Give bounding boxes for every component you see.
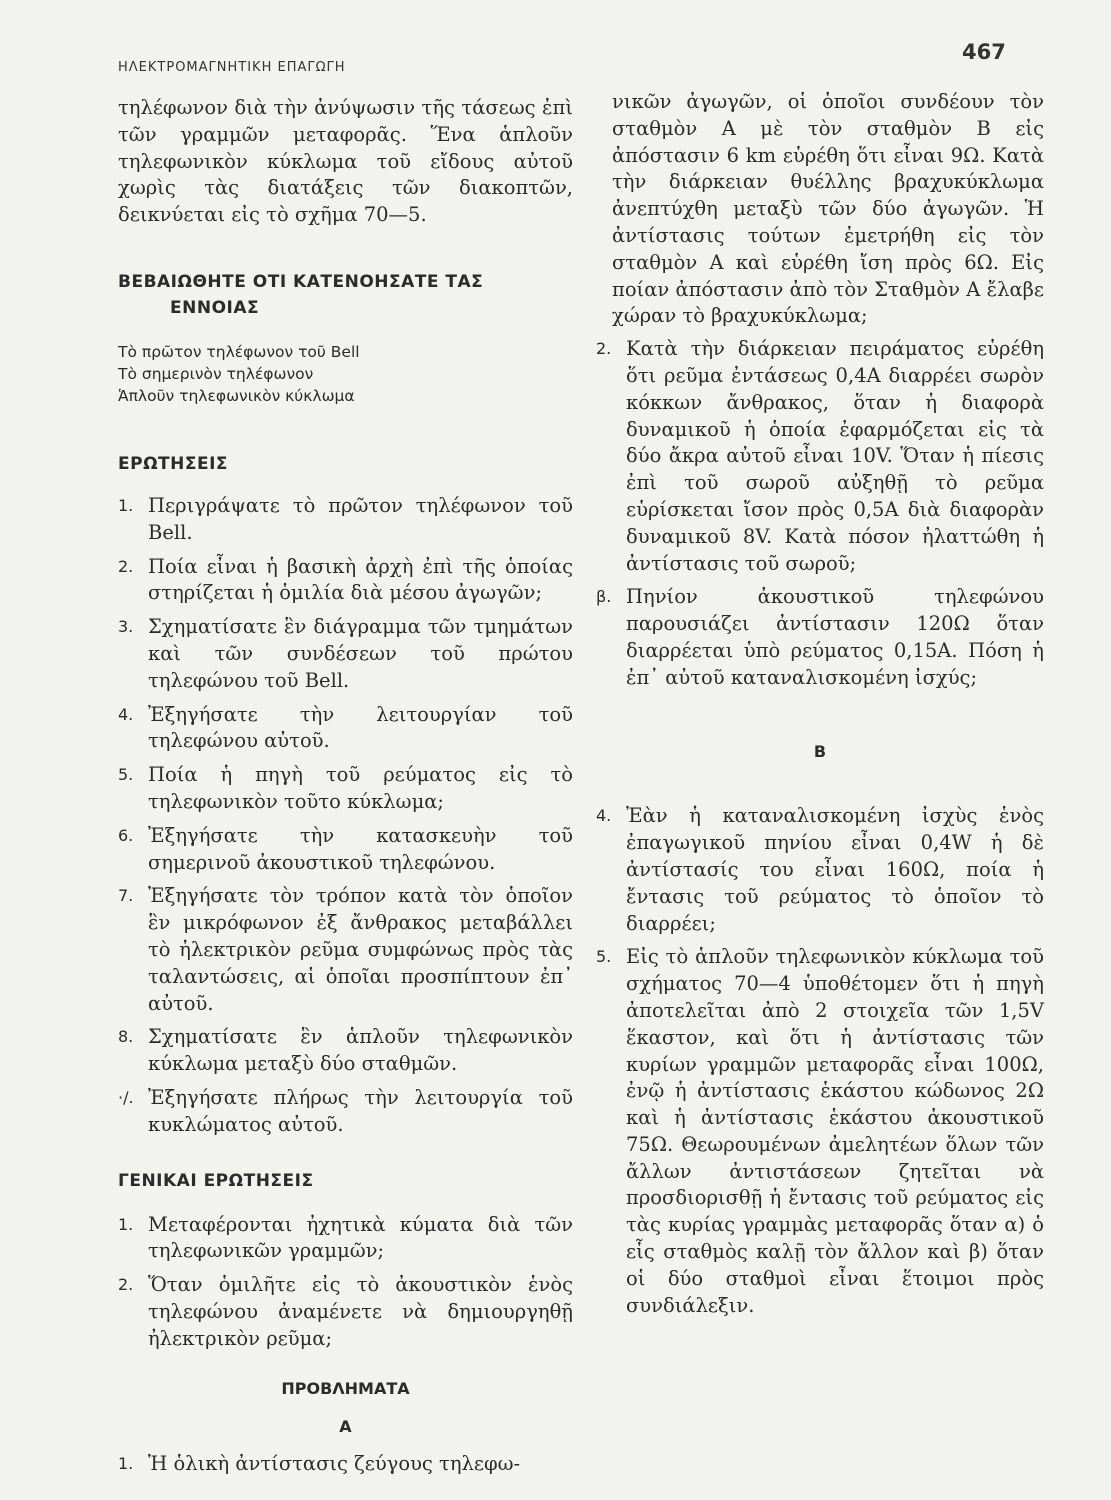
item-text: Μεταφέρονται ἠχητικὰ κύματα διὰ τῶν τηλεφωνικῶν γραμμῶν;	[148, 1212, 573, 1263]
problem-1-start	[118, 1451, 573, 1478]
concept-item: Ἁπλοῦν τηλεφωνικὸν κύκλωμα	[118, 386, 355, 405]
item-number: 2.	[596, 339, 612, 359]
item-number: 6.	[118, 825, 134, 845]
item-number: 1.	[118, 1214, 134, 1234]
general-questions-list	[118, 1212, 573, 1353]
questions-list	[118, 493, 573, 1139]
item-number: β.	[596, 587, 612, 607]
page-number: 467	[962, 40, 1006, 64]
item-text: Ὅταν ὁμιλῆτε εἰς τὸ ἀκουστικὸν ἑνὸς τηλεφώνου ἀναμένετε νὰ δημιουργηθῇ ἠλεκτρικὸν ρεῦμα;	[148, 1273, 573, 1350]
question-item	[118, 554, 573, 608]
problem-item	[596, 584, 1044, 691]
item-text: Ποία ἡ πηγὴ τοῦ ρεύματος εἰς τὸ τηλεφωνικὸν τοῦτο κύκλωμα;	[148, 763, 573, 813]
item-number: 7.	[118, 886, 134, 906]
item-number: 4.	[596, 806, 612, 826]
item-text: Ἐὰν ἡ καταναλισκομένη ἰσχὺς ἑνὸς ἐπαγωγικοῦ πηνίου εἶναι 0,4W ἡ δὲ ἀντίστασίς του εἶναι 160Ω, ποία ἡ ἔντασις τοῦ ρεύματος τὸ ὁποῖον τὸ διαρρέει;	[626, 804, 1044, 935]
problem-item	[596, 803, 1044, 937]
general-question-item	[118, 1272, 573, 1352]
item-number: 2.	[118, 556, 134, 576]
intro-paragraph: τηλέφωνον διὰ τὴν ἀνύψωσιν τῆς τάσεως ἐπὶ τῶν γραμμῶν μεταφορᾶς. Ἕνα ἁπλοῦν τηλεφωνικὸν κύκλωμα τοῦ εἴδους αὐτοῦ χωρὶς τὰς διατάξεις τῶν διακοπτῶν, δεικνύεται εἰς τὸ σχῆμα 70—5.	[118, 96, 573, 227]
problem-item	[596, 944, 1044, 1319]
question-item	[118, 702, 573, 756]
item-text: Ἐξηγήσατε τὴν λειτουργίαν τοῦ τηλεφώνου αὐτοῦ.	[148, 702, 573, 753]
question-item	[118, 1024, 573, 1078]
question-item	[118, 614, 573, 694]
item-text: Πηνίον ἀκουστικοῦ τηλεφώνου παρουσιάζει ἀντίστασιν 120Ω ὅταν διαρρέεται ὑπὸ ρεύματος 0,15Α. Πόση ἡ ἐπ᾽ αὐτοῦ καταναλισκομένη ἰσχύς;	[626, 585, 1044, 689]
concepts-list	[118, 341, 573, 407]
item-text: Ἡ ὁλικὴ ἀντίστασις ζεύγους τηλεφω-	[148, 1452, 521, 1476]
section-a-label: Α	[339, 1417, 352, 1437]
concepts-heading-line-2: ΕΝΝΟΙΑΣ	[170, 297, 260, 318]
item-number: 5.	[118, 765, 134, 785]
item-number: 3.	[118, 617, 134, 637]
item-number: 1.	[118, 1454, 134, 1474]
section-b-label: Β	[813, 741, 827, 761]
item-text: Ἐξηγήσατε πλήρως τὴν λειτουργία τοῦ κυκλώματος αὐτοῦ.	[148, 1085, 573, 1136]
concept-item: Τὸ πρῶτον τηλέφωνον τοῦ Bell	[118, 342, 360, 361]
item-number: 5.	[596, 947, 612, 967]
general-question-item	[118, 1212, 573, 1266]
question-item	[118, 883, 573, 1017]
item-text: Ἐξηγήσατε τὸν τρόπον κατὰ τὸν ὁποῖον ἓν μικρόφωνον ἐξ ἄνθρακος μεταβάλλει τὸ ἠλεκτρικὸν ρεῦμα συμφώνως πρὸς τὰς ταλαντώσεις, αἱ ὁποῖαι προσπίπτουν ἐπ᾽ αὐτοῦ.	[148, 884, 573, 1015]
item-text: Ποία εἶναι ἡ βασικὴ ἀρχὴ ἐπὶ τῆς ὁποίας στηρίζεται ἡ ὁμιλία διὰ μέσου ἀγωγῶν;	[148, 554, 573, 605]
item-number: ·/.	[118, 1087, 134, 1107]
question-item	[118, 1085, 573, 1139]
problems-heading: ΠΡΟΒΛΗΜΑΤΑ	[281, 1378, 410, 1398]
problem-item	[596, 336, 1044, 577]
concepts-heading	[118, 269, 573, 321]
problem-item	[118, 1451, 573, 1478]
general-questions-heading: ΓΕΝΙΚΑΙ ΕΡΩΤΗΣΕΙΣ	[118, 1170, 314, 1191]
running-head: ΗΛΕΚΤΡΟΜΑΓΝΗΤΙΚΗ ΕΠΑΓΩΓΗ	[118, 60, 346, 75]
concept-item: Τὸ σημερινὸν τηλέφωνον	[118, 364, 314, 383]
right-column	[596, 89, 1044, 1326]
question-item	[118, 762, 573, 816]
item-text: Εἰς τὸ ἁπλοῦν τηλεφωνικὸν κύκλωμα τοῦ σχήματος 70—4 ὑποθέτομεν ὅτι ἡ πηγὴ ἀποτελεῖται ἀπὸ 2 στοιχεῖα τῶν 1,5V ἕκαστον, καὶ ὅτι ἡ ἀντίστασις τῶν κυρίων γραμμῶν μεταφορᾶς εἶναι 100Ω, ἐνῷ ἡ ἀντίστασις ἑκάστου κώδωνος 2Ω καὶ ἡ ἀντίστασις ἑκάστου ἀκουστικοῦ 75Ω. Θεωρουμένων ἀμελητέων ὅλων τῶν ἄλλων ἀντιστάσεων ζητεῖται νὰ προσδιορισθῇ ἡ ἔντασις τοῦ ρεύματος εἰς τὰς κυρίας γραμμὰς μεταφορᾶς ὅταν α) ὁ εἷς σταθμὸς καλῇ τὸν ἄλλον καὶ β) ὅταν οἱ δύο σταθμοὶ εἶναι ἕτοιμοι πρὸς συνδιάλεξιν.	[626, 945, 1044, 1317]
left-column	[118, 95, 573, 1485]
item-text: Σχηματίσατε ἓν ἁπλοῦν τηλεφωνικὸν κύκλωμα μεταξὺ δύο σταθμῶν.	[148, 1025, 573, 1076]
problem-1-continuation: νικῶν ἀγωγῶν, οἱ ὁποῖοι συνδέουν τὸν σταθμὸν Α μὲ τὸν σταθμὸν Β εἰς ἀπόστασιν 6 km εὑρέθη ὅτι εἶναι 9Ω. Κατὰ τὴν διάρκειαν θυέλλης βραχυκύκλωμα ἀνεπτύχθη μεταξὺ τῶν δύο ἀγωγῶν. Ἡ ἀντίστασις τούτων ἐμετρήθη εἰς τὸν σταθμὸν Α καὶ εὑρέθη ἴση πρὸς 6Ω. Εἰς ποίαν ἀπόστασιν ἀπὸ τὸν Σταθμὸν Α ἔλαβε χώραν τὸ βραχυκύκλωμα;	[612, 90, 1044, 328]
item-text: Σχηματίσατε ἓν διάγραμμα τῶν τμημάτων καὶ τῶν συνδέσεων τοῦ πρώτου τηλεφώνου τοῦ Bell.	[148, 615, 573, 692]
problems-a-list	[596, 336, 1044, 691]
item-number: 2.	[118, 1275, 134, 1295]
item-number: 4.	[118, 704, 134, 724]
question-item	[118, 493, 573, 547]
item-number: 8.	[118, 1027, 134, 1047]
questions-heading: ΕΡΩΤΗΣΕΙΣ	[118, 453, 229, 474]
item-text: Περιγράψατε τὸ πρῶτον τηλέφωνον τοῦ Bell.	[148, 493, 573, 544]
item-text: Ἐξηγήσατε τὴν κατασκευὴν τοῦ σημερινοῦ ἀκουστικοῦ τηλεφώνου.	[148, 823, 573, 874]
item-number: 1.	[118, 495, 134, 515]
question-item	[118, 823, 573, 877]
problems-b-list	[596, 803, 1044, 1319]
concepts-heading-line-1: ΒΕΒΑΙΩΘΗΤΕ ΟΤΙ ΚΑΤΕΝΟΗΣΑΤΕ ΤΑΣ	[118, 271, 484, 292]
item-text: Κατὰ τὴν διάρκειαν πειράματος εὑρέθη ὅτι ρεῦμα ἐντάσεως 0,4Α διαρρέει σωρὸν κόκκων ἄνθρακος, ὅταν ἡ διαφορὰ δυναμικοῦ ἡ ὁποία ἐφαρμόζεται εἰς τὰ δύο ἄκρα αὐτοῦ εἶναι 10V. Ὅταν ἡ πίεσις ἐπὶ τοῦ σωροῦ αὐξηθῇ τὸ ρεῦμα εὑρίσκεται ἴσον πρὸς 0,5Α διὰ διαφορὰν δυναμικοῦ 8V. Κατὰ πόσον ἠλαττώθη ἡ ἀντίστασις τοῦ σωροῦ;	[626, 337, 1044, 575]
